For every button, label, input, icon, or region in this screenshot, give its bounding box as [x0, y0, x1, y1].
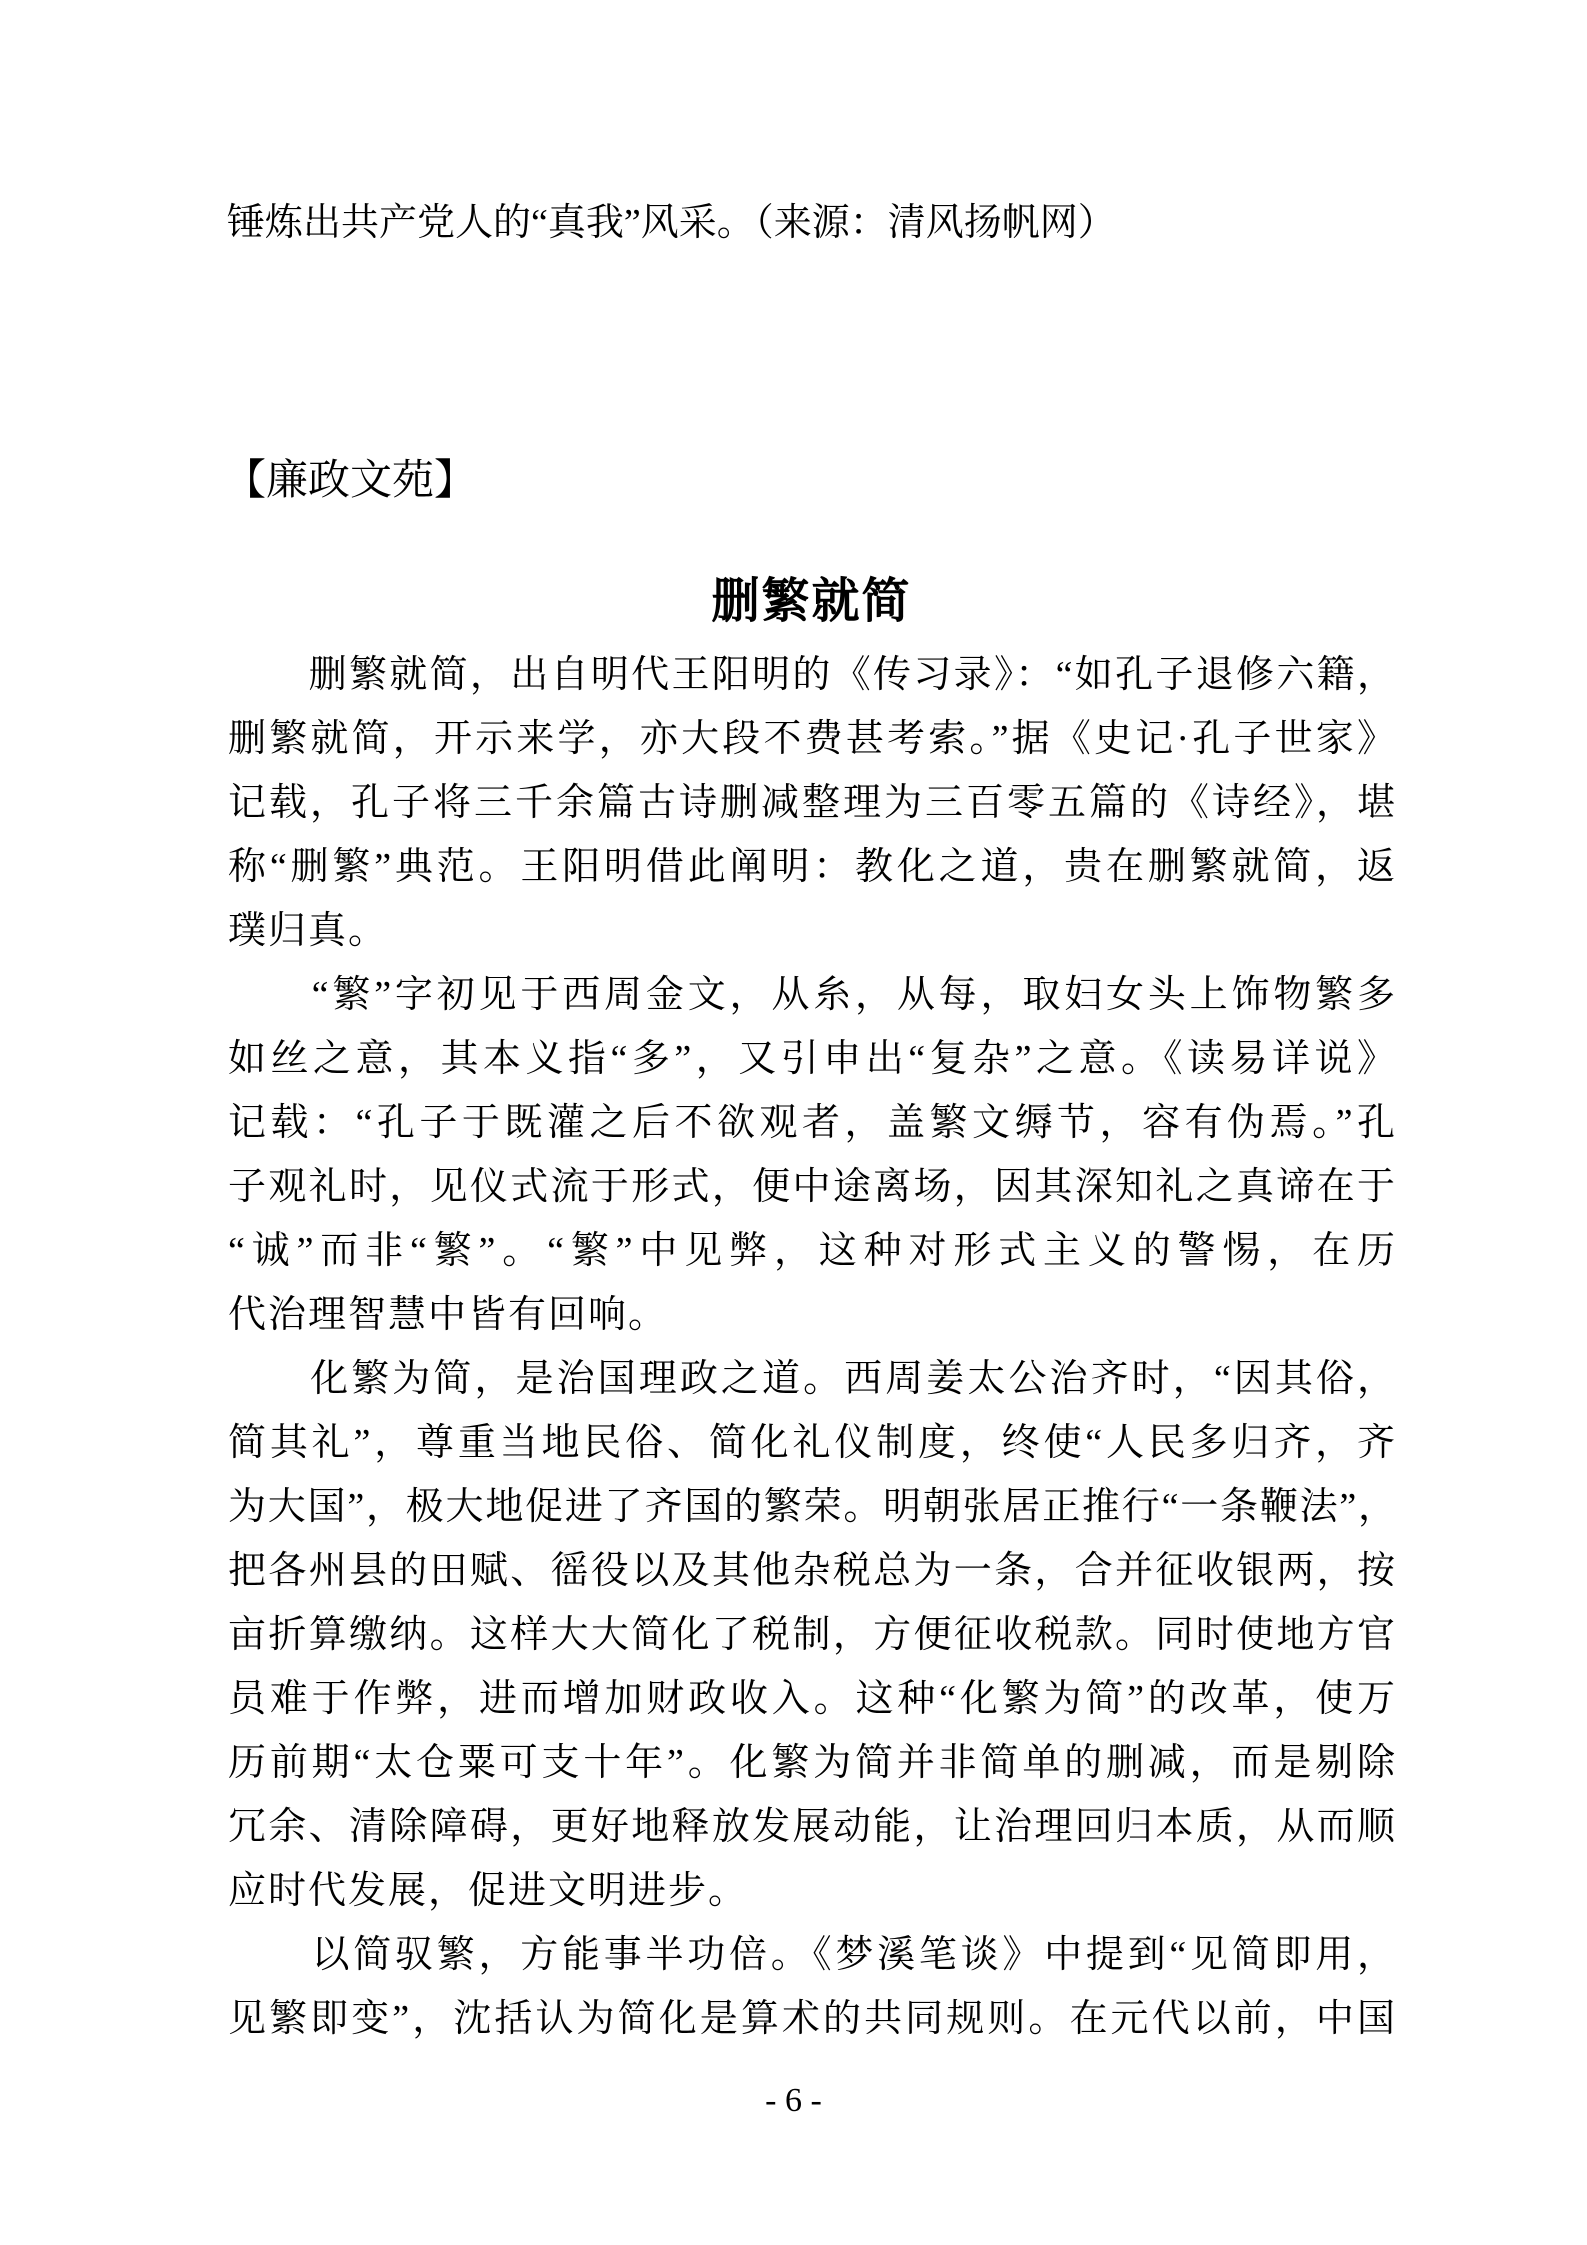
article-text-line: 如丝之意，其本义指“多”，又引申出“复杂”之意。《读易详说》: [228, 1038, 1395, 1080]
article-text-line: 亩折算缴纳。这样大大简化了税制，方便征收税款。同时使地方官: [228, 1614, 1395, 1656]
article-text-line: 化繁为简，是治国理政之道。西周姜太公治齐时，“因其俗，: [228, 1358, 1395, 1400]
article-text-line: 应时代发展，促进文明进步。: [228, 1870, 749, 1912]
article-text-line: 简其礼”，尊重当地民俗、简化礼仪制度，终使“人民多归齐，齐: [228, 1422, 1395, 1464]
top-paragraph-text: 锤炼出共产党人的“真我”风采。（来源：清风扬帆网）: [227, 202, 1116, 244]
article-text-line: 代治理智慧中皆有回响。: [228, 1294, 669, 1336]
article-text-line: 见繁即变”，沈括认为简化是算术的共同规则。在元代以前，中国: [228, 1998, 1395, 2040]
article-body: [228, 643, 1395, 2051]
article-text-line: 称“删繁”典范。王阳明借此阐明：教化之道，贵在删繁就简，返: [228, 846, 1395, 888]
article-text-line: 冗余、清除障碍，更好地释放发展动能，让治理回归本质，从而顺: [228, 1806, 1395, 1848]
article-text-line: 璞归真。: [228, 910, 389, 952]
article-text-line: 历前期“太仓粟可支十年”。化繁为简并非简单的删减，而是剔除: [228, 1742, 1395, 1784]
article-text-line: 员难于作弊，进而增加财政收入。这种“化繁为简”的改革，使万: [228, 1678, 1395, 1720]
article-text-line: 记载，孔子将三千余篇古诗删减整理为三百零五篇的《诗经》，堪: [228, 782, 1395, 824]
article-text-line: 记载：“孔子于既灌之后不欲观者，盖繁文缛节，容有伪焉。”孔: [228, 1102, 1395, 1144]
article-text-line: 为大国”，极大地促进了齐国的繁荣。明朝张居正推行“一条鞭法”，: [228, 1486, 1395, 1528]
article-text-line: 把各州县的田赋、徭役以及其他杂税总为一条，合并征收银两，按: [228, 1550, 1395, 1592]
article-text-line: “诚”而非“繁”。“繁”中见弊，这种对形式主义的警惕，在历: [228, 1230, 1395, 1272]
article-text-line: 子观礼时，见仪式流于形式，便中途离场，因其深知礼之真谛在于: [228, 1166, 1395, 1208]
article-text-line: “繁”字初见于西周金文，从糸，从每，取妇女头上饰物繁多: [228, 974, 1395, 1016]
section-header: 【廉政文苑】: [224, 458, 477, 504]
article-text-line: 删繁就简，开示来学，亦大段不费甚考索。”据《史记·孔子世家》: [228, 718, 1395, 760]
article-text-line: 删繁就简，出自明代王阳明的《传习录》：“如孔子退修六籍，: [228, 654, 1395, 696]
article-text-line: 以简驭繁，方能事半功倍。《梦溪笔谈》中提到“见简即用，: [228, 1934, 1395, 1976]
article-title: 删繁就简: [711, 575, 912, 628]
page-number: - 6 -: [765, 2082, 822, 2119]
